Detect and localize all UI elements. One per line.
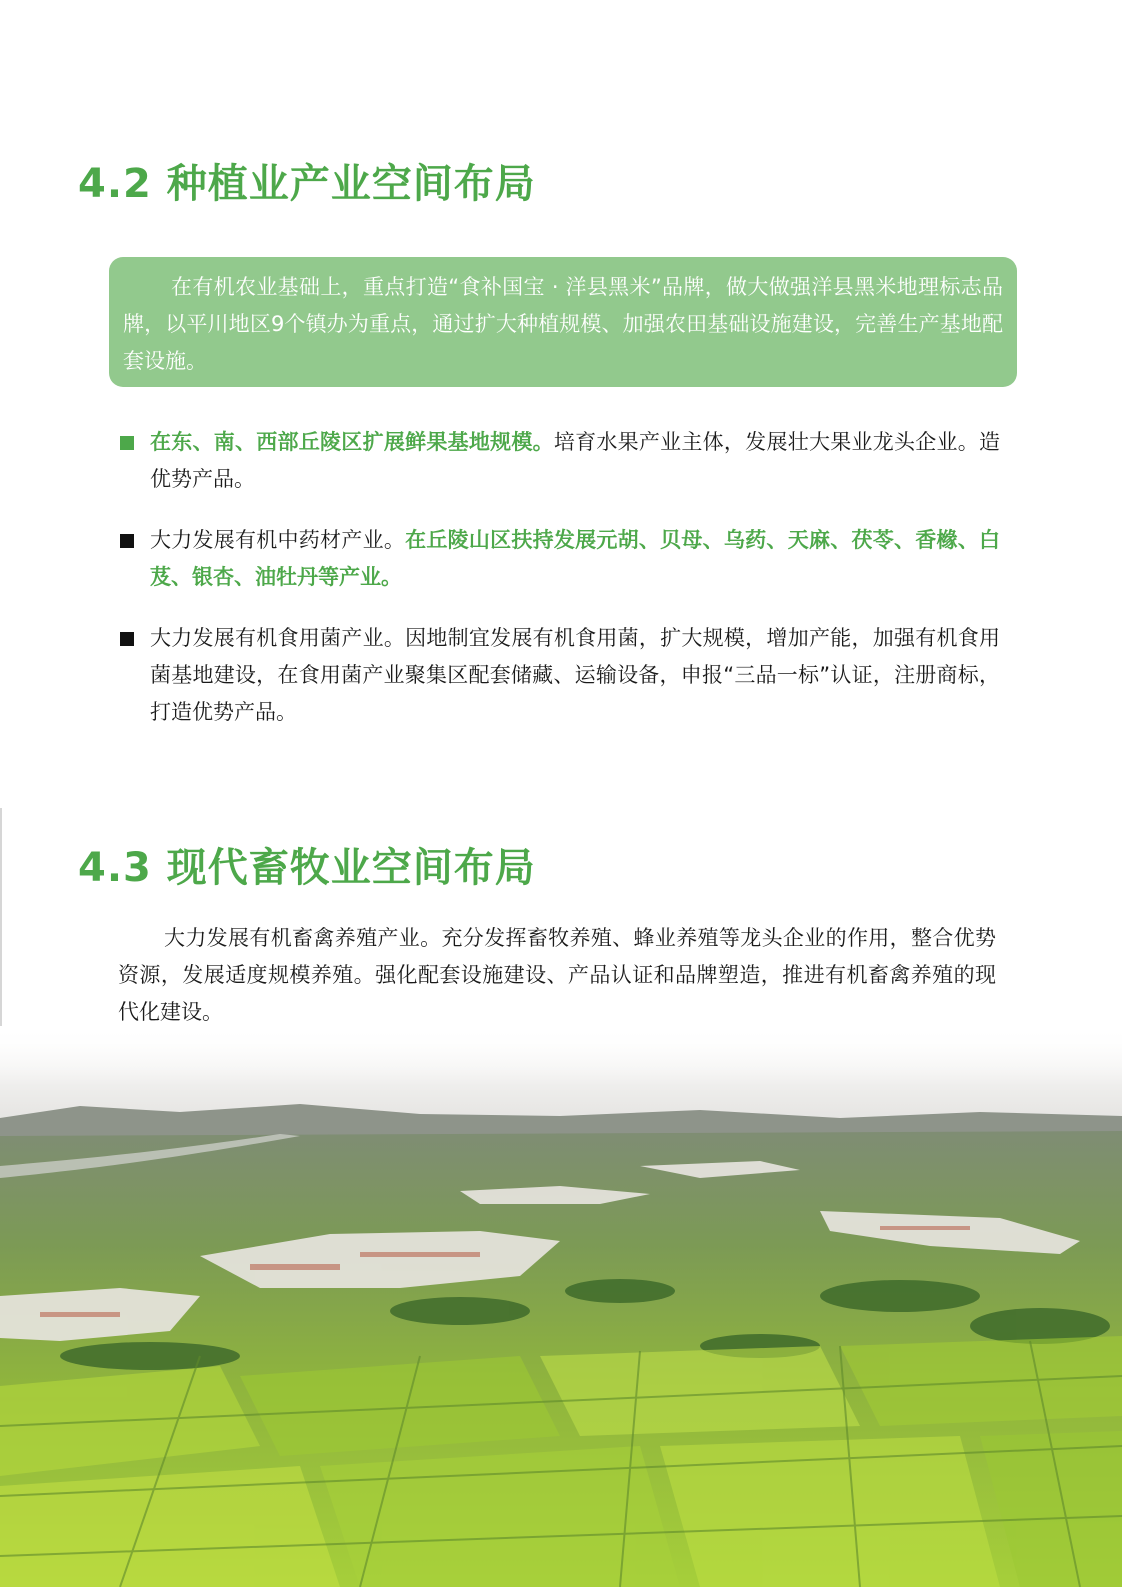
bullet-item-fruit: [120, 424, 1000, 498]
bullet-square-icon: [120, 534, 134, 548]
bullet-text: 培育水果产业主体，发展壮大果业龙头企业。造优势产品。: [150, 430, 1001, 491]
bullet-item-mushroom: [120, 620, 1000, 731]
bullet-text: 大力发展有机食用菌产业。因地制宜发展有机食用菌，扩大规模，增加产能，加强有机食用菌基地建设，在食用菌产业聚集区配套储藏、运输设备，申报“三品一标”认证，注册商标，打造优势产品。: [150, 626, 1000, 724]
section-42-heading: 4.2 种植业产业空间布局: [78, 161, 536, 207]
bullet-square-icon: [120, 632, 134, 646]
section-42-bullet-list: [120, 424, 1000, 731]
bullet-item-herbs: [120, 522, 1000, 596]
bullet-text: 大力发展有机中药材产业。: [150, 528, 406, 552]
section-42-intro-box: 在有机农业基础上，重点打造“食补国宝 · 洋县黑米”品牌，做大做强洋县黑米地理标志品牌，以平川地区9个镇办为重点，通过扩大种植规模、加强农田基础设施建设，完善生产基地配套设施。: [109, 257, 1017, 387]
aerial-farmland-photo: [0, 1026, 1122, 1587]
bullet-highlight: 在丘陵山区扶持发展元胡、贝母、乌药、天麻、茯苓、香橼、白芨、银杏、油牡丹等产业。: [150, 528, 1000, 589]
page-edge-rule: [0, 808, 2, 1038]
section-43-heading: 4.3 现代畜牧业空间布局: [78, 845, 536, 891]
bullet-square-icon: [120, 436, 134, 450]
section-43-body: 大力发展有机畜禽养殖产业。充分发挥畜牧养殖、蜂业养殖等龙头企业的作用，整合优势资源，发展适度规模养殖。强化配套设施建设、产品认证和品牌塑造，推进有机畜禽养殖的现代化建设。: [118, 926, 996, 1024]
bullet-highlight: 在东、南、西部丘陵区扩展鲜果基地规模。: [150, 430, 554, 454]
